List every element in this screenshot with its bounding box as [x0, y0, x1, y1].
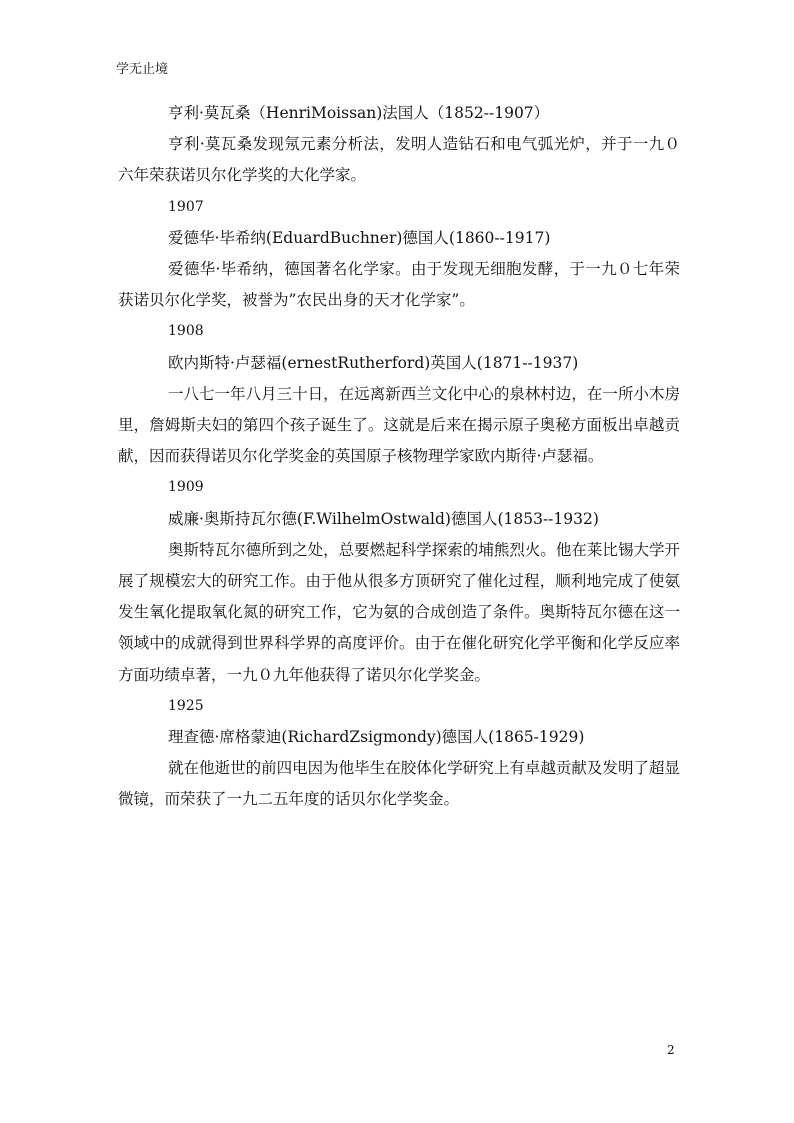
entry-name-line: 爱德华·毕希纳(EduardBuchner)德国人(1860--1917) — [168, 228, 551, 247]
entry-body: 爱德华·毕希纳，德国著名化学家。由于发现无细胞发酵，于一九０七年荣获诺贝尔化学奖，被誉为”农民出身的天才化学家”。 — [118, 259, 680, 310]
entry-year: 1907 — [168, 198, 204, 215]
entry-body: 一八七一年八月三十日，在远离新西兰文化中心的泉林村边，在一所小木房里，詹姆斯夫妇的第四个孩子诞生了。这就是后来在揭示原子奥秘方面板出卓越贡献，因而获得诺贝尔化学奖金的英国原子核物理学家欧内斯待·卢瑟福。 — [118, 384, 680, 466]
entry-body: 就在他逝世的前四电因为他毕生在胶体化学研究上有卓越贡献及发明了超显微镜，而荣获了一九二五年度的话贝尔化学奖金。 — [118, 759, 680, 809]
document-body — [118, 98, 680, 816]
entry-body: 奥斯特瓦尔德所到之处，总要燃起科学探索的埔熊烈火。他在莱比锡大学开展了规模宏大的研究工作。由于他从很多方顶研究了催化过程，顺利地完成了使氨发生氧化提取氧化氮的研究工作，它为氨的合成创造了条件。奥斯特瓦尔德在这一领域中的成就得到世界科学界的高度评价。由于在催化研究化学平衡和化学反应率方面功绩卓著，一九０九年他获得了诺贝尔化学奖金。 — [118, 540, 680, 684]
entry-name-line: 威廉·奥斯持瓦尔德(F.WilhelmOstwald)德国人(1853--1932) — [168, 509, 599, 528]
page-number: 2 — [667, 1043, 675, 1057]
entry-year: 1909 — [168, 479, 204, 496]
entry-name-line: 亨利·莫瓦桑（HenriMoissan)法国人（1852--1907） — [168, 104, 550, 122]
entry-year: 1925 — [168, 697, 204, 714]
entry-year: 1908 — [168, 323, 204, 340]
entry-name-line: 欧内斯特·卢瑟福(ernestRutherford)英国人(1871--1937) — [168, 353, 579, 372]
page-header: 学无止境 — [116, 62, 169, 77]
entry-name-line: 理查德·席格蒙迪(RichardZsigmondy)德国人(1865-1929) — [168, 727, 585, 746]
entry-body: 亨利·莫瓦桑发现氖元素分析法，发明人造钻石和电气弧光炉，并于一九０六年荣获诺贝尔化学奖的大化学家。 — [118, 135, 680, 185]
